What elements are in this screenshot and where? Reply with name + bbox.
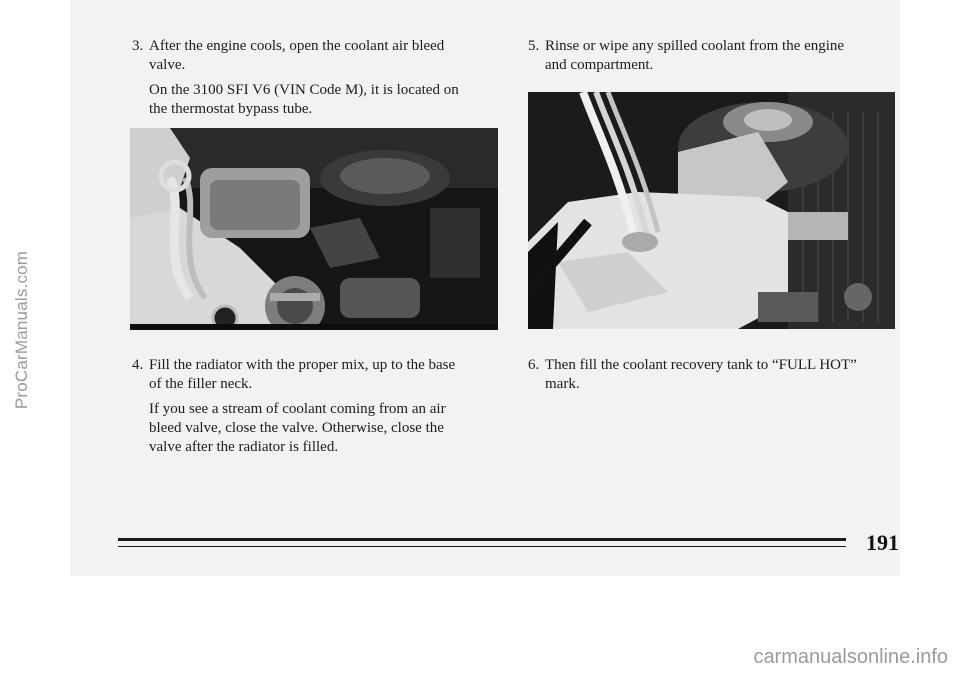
bottom-watermark: carmanualsonline.info [753,646,948,668]
side-watermark: ProCarManuals.com [12,250,31,410]
coolant-recovery-tank-illustration [528,92,895,329]
step-5-line-2: and compartment. [545,57,654,73]
step-4-note-line-3: valve after the radiator is filled. [149,439,339,455]
step-4-note-line-2: bleed valve, close the valve. Otherwise, close the [149,420,444,436]
step-4-note-line-1: If you see a stream of coolant coming from an air [149,401,446,417]
step-6-number: 6. [528,357,540,373]
step-6-line-2: mark. [545,376,580,392]
step-5-line-1: Rinse or wipe any spilled coolant from the engine [545,38,845,54]
step-5 [528,37,898,75]
step-4-line-2: of the filler neck. [149,376,253,392]
thermostat-bypass-illustration [130,128,498,330]
step-6-line-1: Then fill the coolant recovery tank to “FULL HOT” [545,357,857,373]
step-4-line-1: Fill the radiator with the proper mix, up to the base [149,357,456,373]
step-4 [132,356,502,394]
step-6 [528,356,898,394]
step-3-note [149,81,509,119]
coolant-recovery-tank-photo [528,92,895,329]
step-3 [132,37,502,75]
footer-rule-thick [118,538,846,541]
step-3-line-1: After the engine cools, open the coolant air bleed [149,38,445,54]
page-number: 191 [866,530,899,555]
step-3-note-line-1: On the 3100 SFI V6 (VIN Code M), it is located on [149,82,459,98]
step-5-number: 5. [528,38,540,54]
step-3-number: 3. [132,38,144,54]
step-4-note [149,400,509,457]
step-3-line-2: valve. [149,57,186,73]
step-4-number: 4. [132,357,144,373]
footer-rule-thin [118,546,846,547]
step-3-note-line-2: the thermostat bypass tube. [149,101,313,117]
thermostat-bypass-photo [130,128,498,330]
